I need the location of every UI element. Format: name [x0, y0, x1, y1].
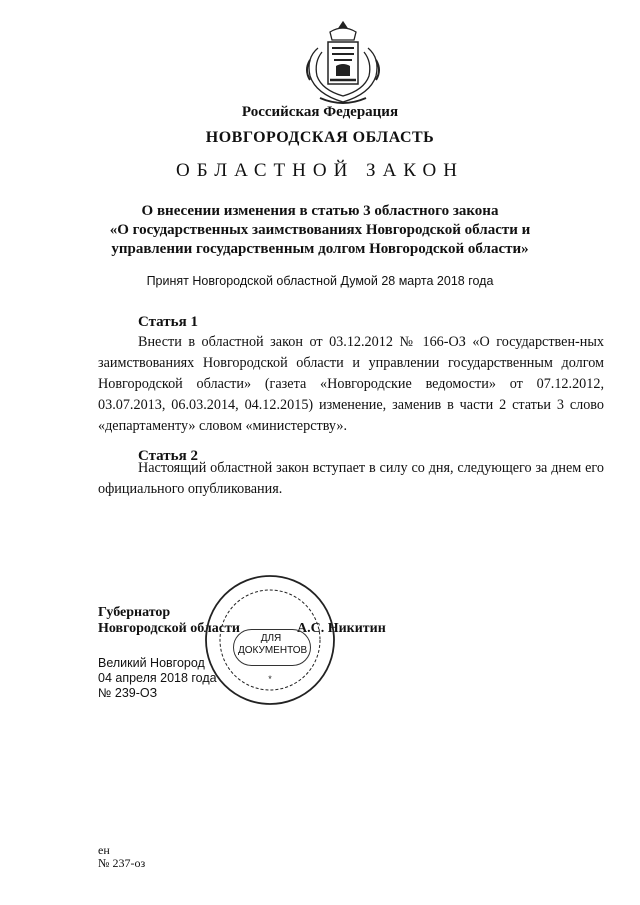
law-title: [0, 202, 640, 259]
signatory-name: А.С. Никитин: [297, 621, 386, 636]
law-type: ОБЛАСТНОЙ ЗАКОН: [176, 160, 464, 181]
region-name: НОВГОРОДСКАЯ ОБЛАСТЬ: [205, 129, 435, 146]
country-name: Российская Федерация: [241, 104, 399, 120]
adoption-note: Принят Новгородской областной Думой 28 марта 2018 года: [146, 274, 494, 288]
article-1-text: Внести в областной закон от 03.12.2012 № 166-ОЗ «О государствен-ных заимствованиях Новгородской области и управлении государственным долгом Новгородской области» (газета «Новгородские ведомости» от 07.12.2012, 03.07.2013, 06.03.2014, 04.12.2015) изменение, заменив в части 2 статьи 3 слово «департаменту» словом «министерству».: [98, 334, 604, 434]
law-number: № 239-ОЗ: [98, 686, 158, 700]
law-title-line: «О государственных заимствованиях Новгородской области и: [109, 222, 531, 238]
svg-text:*: *: [268, 674, 272, 684]
registration-number: № 237-оз: [98, 856, 146, 870]
article-2-heading: Статья 2: [138, 448, 198, 464]
signing-city: Великий Новгород: [98, 656, 205, 670]
signing-date: 04 апреля 2018 года: [98, 671, 217, 685]
stamp-label-line: ДЛЯ: [260, 633, 282, 644]
executor-initials: ен: [98, 843, 110, 857]
stamp-label-line: ДОКУМЕНТОВ: [238, 645, 308, 656]
coat-of-arms-icon: [300, 18, 386, 108]
law-title-line: управлении государственным долгом Новгородской области»: [111, 241, 529, 257]
stamp-label: [238, 633, 308, 657]
law-title-line: О внесении изменения в статью 3 областного закона: [141, 203, 499, 219]
article-1-heading: Статья 1: [138, 314, 198, 330]
signatory-region: Новгородской области: [98, 621, 240, 636]
signatory-title: Губернатор: [98, 605, 171, 620]
article-2-text: Настоящий областной закон вступает в силу со дня, следующего за днем его официального опубликования.: [98, 460, 604, 497]
